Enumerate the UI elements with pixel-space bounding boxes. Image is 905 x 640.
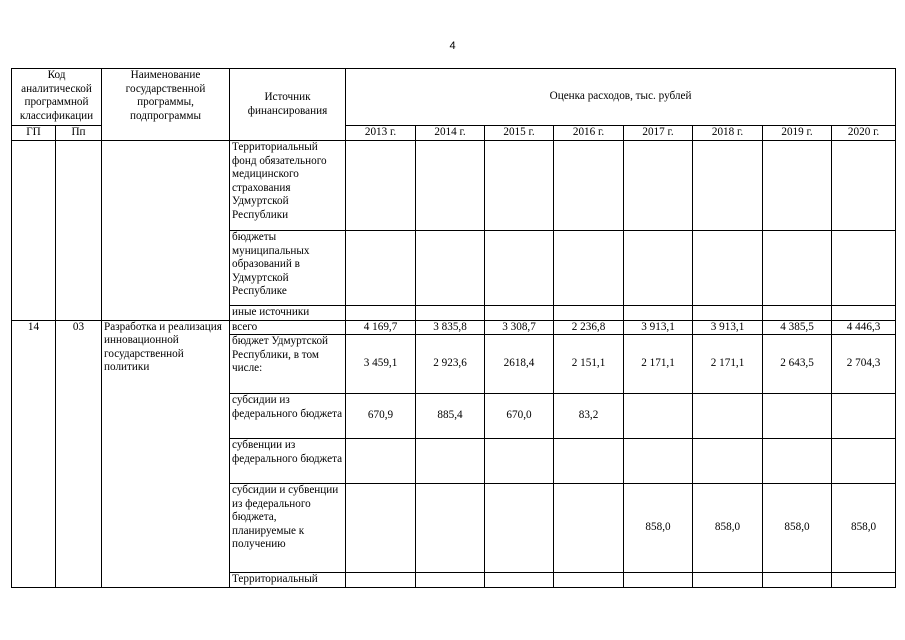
value-cell xyxy=(416,484,485,573)
value-cell xyxy=(346,439,416,484)
value-cell xyxy=(832,439,896,484)
value-cell: 885,4 xyxy=(416,394,485,439)
value-cell: 858,0 xyxy=(763,484,832,573)
year-header: 2018 г. xyxy=(693,126,763,141)
value-cell: 4 446,3 xyxy=(832,320,896,335)
source-cell: всего xyxy=(230,320,346,335)
year-header: 2017 г. xyxy=(624,126,693,141)
value-cell: 2 704,3 xyxy=(832,335,896,394)
year-header: 2020 г. xyxy=(832,126,896,141)
value-cell xyxy=(416,439,485,484)
value-cell xyxy=(624,573,693,588)
estimate-header: Оценка расходов, тыс. рублей xyxy=(346,69,896,126)
pp-header: Пп xyxy=(56,126,102,141)
year-header: 2019 г. xyxy=(763,126,832,141)
gp-header: ГП xyxy=(12,126,56,141)
value-cell: 4 385,5 xyxy=(763,320,832,335)
value-cell xyxy=(485,573,554,588)
source-cell: бюджеты муниципальных образований в Удмуртской Республике xyxy=(230,231,346,306)
source-cell: иные источники xyxy=(230,306,346,321)
source-cell: субвенции из федерального бюджета xyxy=(230,439,346,484)
value-cell: 2 151,1 xyxy=(554,335,624,394)
year-header: 2014 г. xyxy=(416,126,485,141)
year-header: 2016 г. xyxy=(554,126,624,141)
value-cell: 3 308,7 xyxy=(485,320,554,335)
value-cell xyxy=(693,573,763,588)
value-cell: 670,0 xyxy=(485,394,554,439)
value-cell xyxy=(346,573,416,588)
page-number: 4 xyxy=(449,40,456,52)
source-cell: субсидии и субвенции из федерального бюджета, планируемые к получению xyxy=(230,484,346,573)
source-cell: бюджет Удмуртской Республики, в том числе: xyxy=(230,335,346,394)
pp-cell: 03 xyxy=(56,320,102,587)
source-cell: Территориальный xyxy=(230,573,346,588)
source-cell: субсидии из федерального бюджета xyxy=(230,394,346,439)
value-cell xyxy=(554,439,624,484)
gp-cell xyxy=(12,141,56,321)
value-cell xyxy=(416,573,485,588)
year-header: 2013 г. xyxy=(346,126,416,141)
value-cell xyxy=(693,394,763,439)
value-cell xyxy=(763,394,832,439)
value-cell xyxy=(832,394,896,439)
value-cell: 858,0 xyxy=(624,484,693,573)
value-cell xyxy=(624,439,693,484)
source-header: Источник финансирования xyxy=(230,69,346,141)
gp-cell: 14 xyxy=(12,320,56,587)
value-cell xyxy=(554,573,624,588)
value-cell: 2 643,5 xyxy=(763,335,832,394)
value-cell: 3 459,1 xyxy=(346,335,416,394)
value-cell xyxy=(554,484,624,573)
pp-cell xyxy=(56,141,102,321)
table-row xyxy=(12,320,896,335)
value-cell xyxy=(832,573,896,588)
value-cell: 2 236,8 xyxy=(554,320,624,335)
name-header: Наименование государственной программы, подпрограммы xyxy=(102,69,230,141)
source-cell: Территориальный фонд обязательного медицинского страхования Удмуртской Республики xyxy=(230,141,346,231)
value-cell: 83,2 xyxy=(554,394,624,439)
value-cell xyxy=(624,394,693,439)
value-cell xyxy=(763,439,832,484)
value-cell: 3 835,8 xyxy=(416,320,485,335)
value-cell: 670,9 xyxy=(346,394,416,439)
value-cell: 858,0 xyxy=(693,484,763,573)
value-cell xyxy=(485,484,554,573)
program-name-cell xyxy=(102,141,230,321)
value-cell: 3 913,1 xyxy=(624,320,693,335)
value-cell: 2 171,1 xyxy=(693,335,763,394)
value-cell xyxy=(763,573,832,588)
value-cell: 4 169,7 xyxy=(346,320,416,335)
value-cell xyxy=(485,439,554,484)
table-row xyxy=(12,141,896,231)
value-cell: 2 923,6 xyxy=(416,335,485,394)
value-cell: 858,0 xyxy=(832,484,896,573)
budget-table xyxy=(11,68,896,588)
program-name-cell: Разработка и реализация инновационной государственной политики xyxy=(102,320,230,587)
year-header: 2015 г. xyxy=(485,126,554,141)
value-cell: 2618,4 xyxy=(485,335,554,394)
code-header: Код аналитической программной классификации xyxy=(12,69,102,126)
value-cell xyxy=(346,484,416,573)
value-cell: 3 913,1 xyxy=(693,320,763,335)
value-cell: 2 171,1 xyxy=(624,335,693,394)
value-cell xyxy=(693,439,763,484)
